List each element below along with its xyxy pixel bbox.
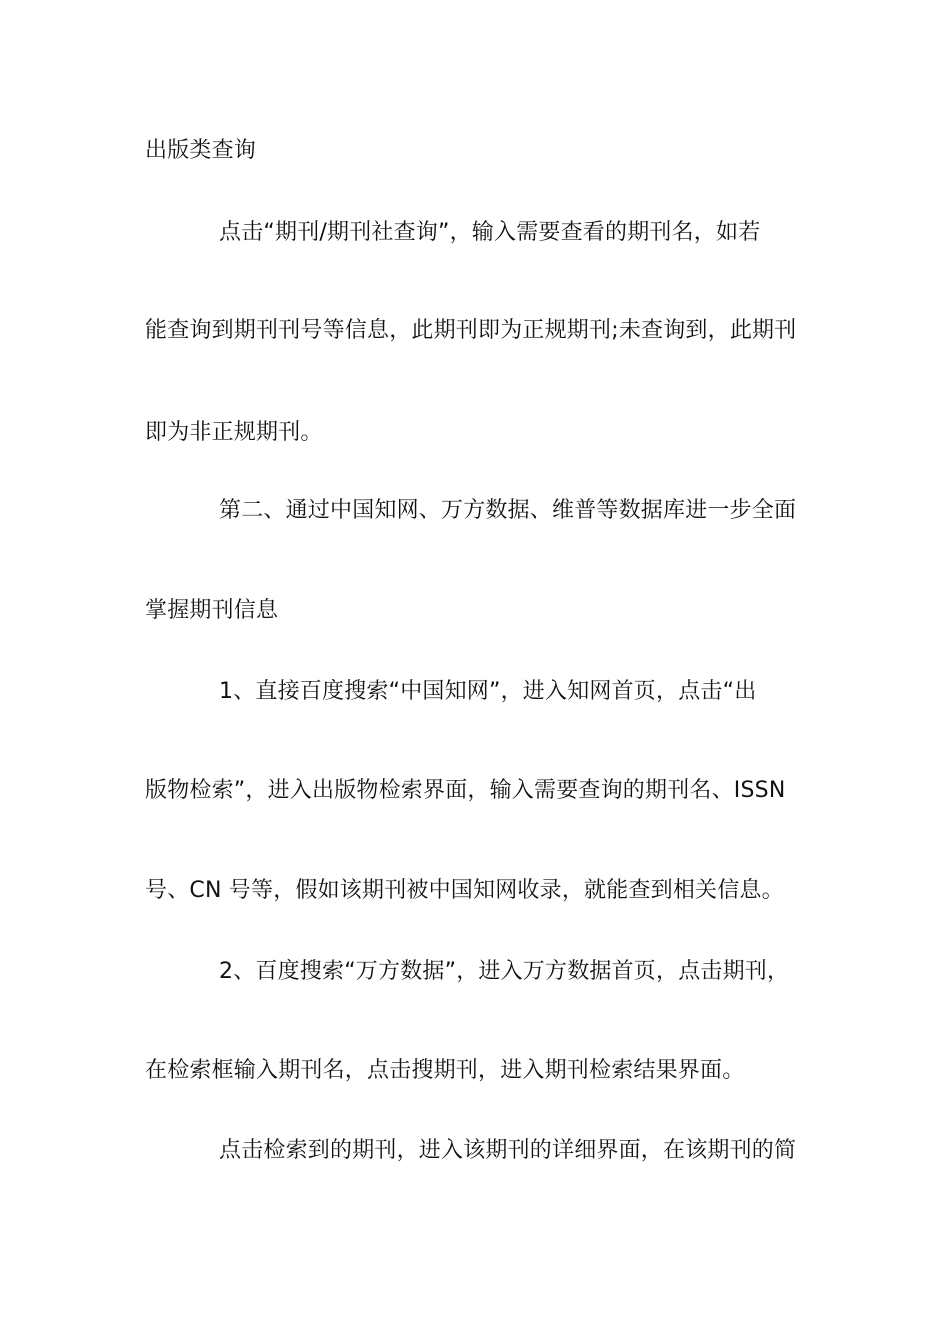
- paragraph-line: 2、百度搜索“万方数据”，进入万方数据首页，点击期刊，: [219, 959, 790, 984]
- paragraph-line: 在检索框输入期刊名，点击搜期刊，进入期刊检索结果界面。: [145, 1058, 745, 1083]
- paragraph-line: 号、CN 号等，假如该期刊被中国知网收录，就能查到相关信息。: [145, 878, 784, 903]
- section-heading: 出版类查询: [145, 138, 257, 163]
- paragraph-line: 第二、通过中国知网、万方数据、维普等数据库进一步全面: [219, 498, 797, 523]
- paragraph-line: 能查询到期刊刊号等信息，此期刊即为正规期刊;未查询到，此期刊: [145, 318, 797, 343]
- paragraph-line: 点击“期刊/期刊社查询”，输入需要查看的期刊名，如若: [219, 220, 761, 245]
- paragraph-line: 点击检索到的期刊，进入该期刊的详细界面，在该期刊的简: [219, 1138, 797, 1163]
- paragraph-line: 即为非正规期刊。: [145, 420, 323, 445]
- paragraph-line: 掌握期刊信息: [145, 598, 279, 623]
- paragraph-line: 版物检索”，进入出版物检索界面，输入需要查询的期刊名、ISSN: [145, 778, 786, 803]
- paragraph-line: 1、直接百度搜索“中国知网”，进入知网首页，点击“出: [219, 679, 757, 704]
